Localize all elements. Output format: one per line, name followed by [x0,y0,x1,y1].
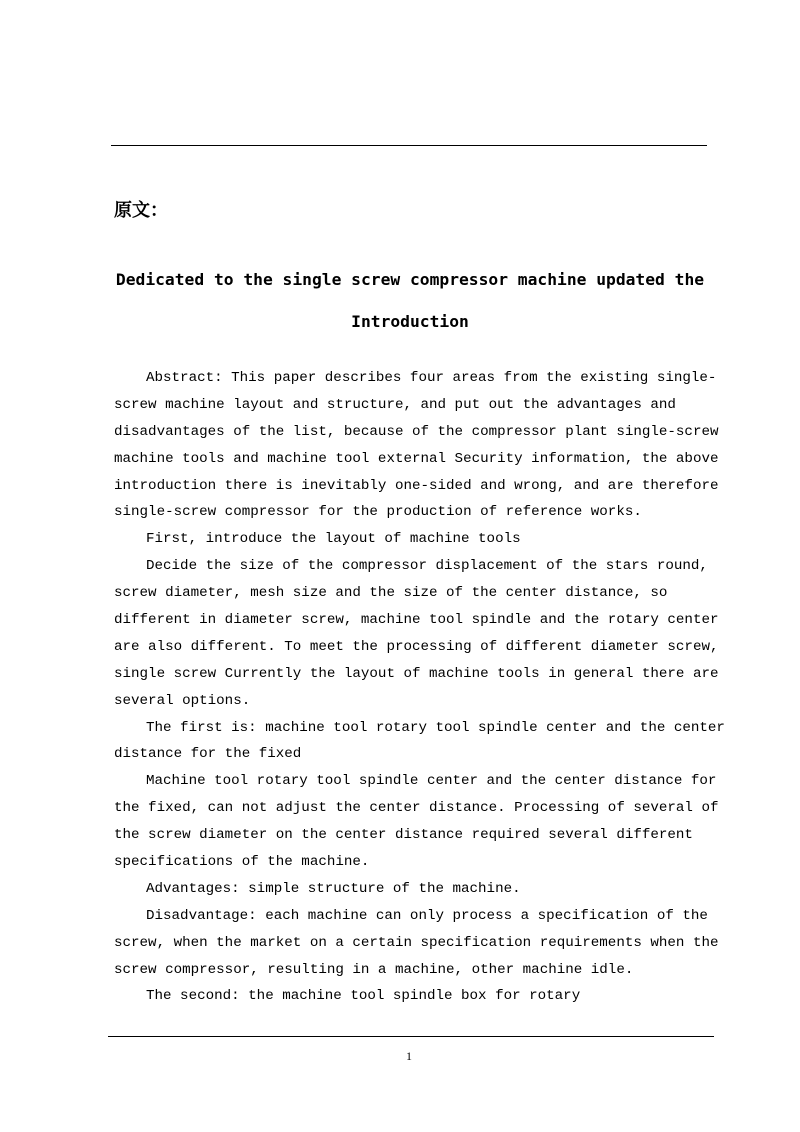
body-line: machine tools and machine tool external Security information, the above [114,450,719,467]
body-line: screw compressor, resulting in a machine, other machine idle. [114,961,634,978]
body-line: screw, when the market on a certain specification requirements when the [114,934,719,951]
body-line: distance for the fixed [114,746,302,763]
body-line: First, introduce the layout of machine tools [146,531,521,548]
body-line: Decide the size of the compressor displacement of the stars round, [146,558,708,575]
title-line-1: Dedicated to the single screw compressor machine updated the [115,270,705,289]
body-line: Advantages: simple structure of the machine. [146,880,521,897]
body-line: the fixed, can not adjust the center distance. Processing of several of [114,800,719,817]
header-rule [111,145,707,146]
body-line: introduction there is inevitably one-sided and wrong, and are therefore [114,477,719,494]
body-line: disadvantages of the list, because of the compressor plant single-screw [114,423,719,440]
body-line: screw diameter, mesh size and the size of the center distance, so [114,585,668,602]
document-title [112,259,708,343]
body-line: Machine tool rotary tool spindle center and the center distance for [146,773,717,790]
body-line: screw machine layout and structure, and put out the advantages and [114,396,676,413]
body-line: are also different. To meet the processing of different diameter screw, [114,638,719,655]
body-line: Disadvantage: each machine can only process a specification of the [146,907,708,924]
body-line: The first is: machine tool rotary tool spindle center and the center [146,719,725,736]
title-line-2: Introduction [351,312,469,331]
body-line: several options. [114,692,251,709]
body-line: specifications of the machine. [114,854,370,871]
body-line: single screw Currently the layout of machine tools in general there are [114,665,719,682]
original-text-label: 原文： [114,200,168,221]
body-line: different in diameter screw, machine tool spindle and the rotary center [114,612,719,629]
body-line: Abstract: This paper describes four areas from the existing single- [146,370,717,386]
body-line: The second: the machine tool spindle box for rotary [146,988,581,1005]
page-number: 1 [406,1049,412,1063]
footer-rule [108,1036,714,1037]
body-text [114,365,725,1010]
body-line: the screw diameter on the center distance required several different [114,827,693,844]
body-line: single-screw compressor for the production of reference works. [114,504,642,521]
